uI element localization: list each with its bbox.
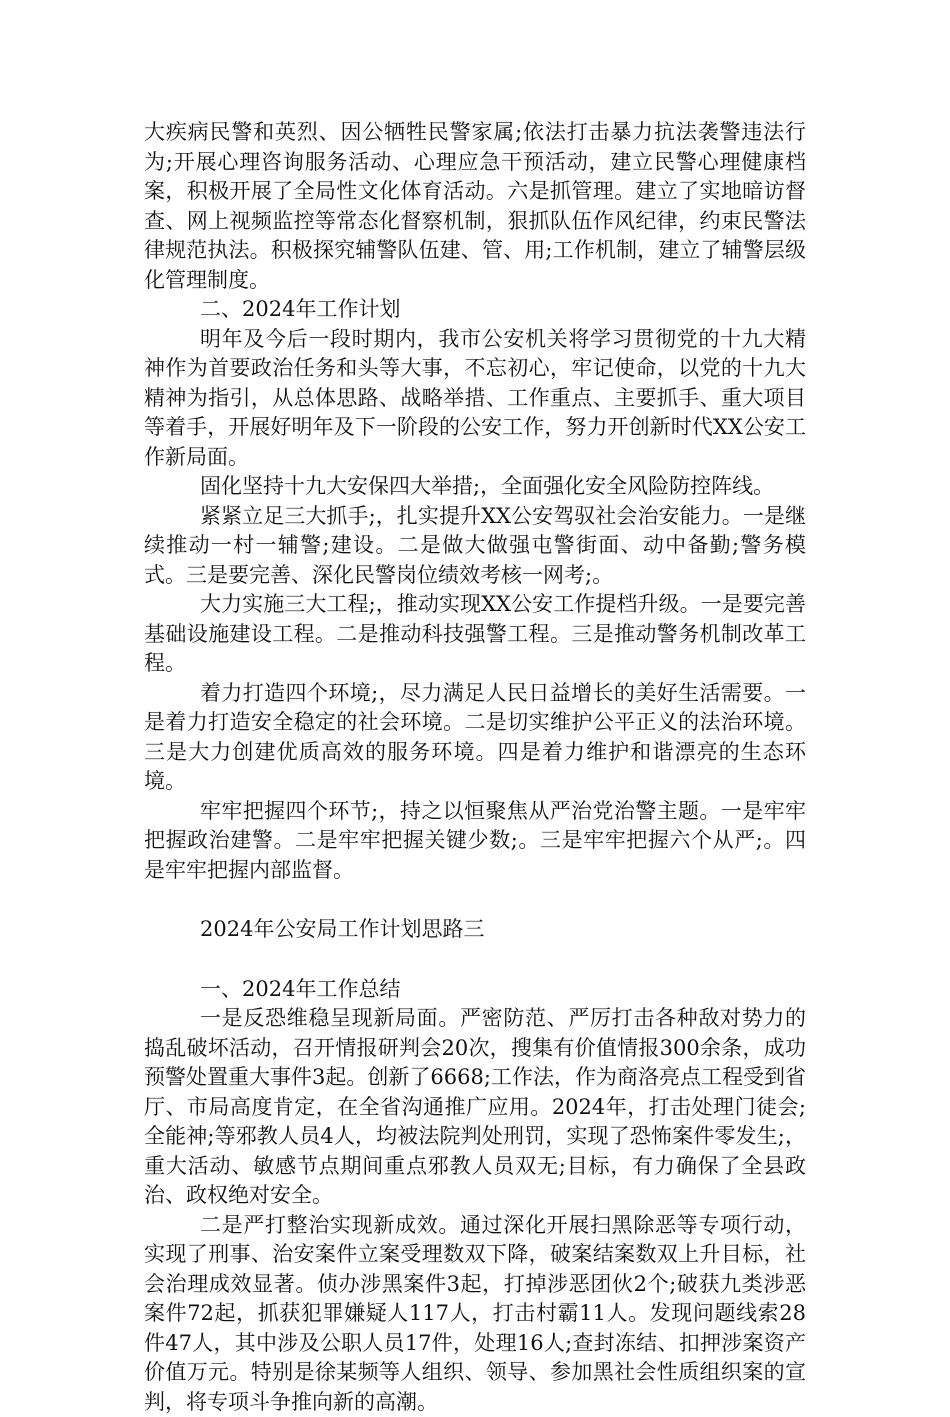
spacer <box>144 885 806 915</box>
paragraph-summary-crackdown: 二是严打整治实现新成效。通过深化开展扫黑除恶等专项行动，实现了刑事、治安案件立案受理数双下降，破案结案数双上升目标，社会治理成效显著。侦办涉黑案件3起，打掉涉恶团伙2个;破获九类涉恶案件72起，抓获犯罪嫌疑人117人，打击村霸11人。发现问题线索28件47人，其中涉及公职人员17件，处理16人;查封冻结、扣押涉案资产价值万元。特别是徐某频等人组织、领导、参加黑社会性质组织案的宣判，将专项斗争推向新的高潮。 <box>144 1211 806 1417</box>
paragraph-previous-summary-end: 大疾病民警和英烈、因公牺牲民警家属;依法打击暴力抗法袭警违法行为;开展心理咨询服务活动、心理应急干预活动，建立民警心理健康档案，积极开展了全局性文化体育活动。六是抓管理。建立了实地暗访督查、网上视频监控等常态化督察机制，狠抓队伍作风纪律，约束民警法律规范执法。积极探究辅警队伍建、管、用;工作机制，建立了辅警层级化管理制度。 <box>144 118 806 295</box>
paragraph-plan-measures: 固化坚持十九大安保四大举措;，全面强化安全风险防控阵线。 <box>144 472 806 502</box>
spacer <box>144 945 806 975</box>
paragraph-summary-anti-terror: 一是反恐维稳呈现新局面。严密防范、严厉打击各种敌对势力的捣乱破坏活动，召开情报研判会20次，搜集有价值情报300余条，成功预警处置重大事件3起。创新了6668;工作法，作为商洛亮点工程受到省厅、市局高度肯定，在全省沟通推广应用。2024年，打击处理门徒会;全能神;等邪教人员4人，均被法院判处刑罚，实现了恐怖案件零发生;，重大活动、敏感节点期间重点邪教人员双无;目标，有力确保了全县政治、政权绝对安全。 <box>144 1004 806 1211</box>
section-heading-work-summary: 一、2024年工作总结 <box>144 975 806 1005</box>
paragraph-plan-three-projects: 大力实施三大工程;，推动实现XX公安工作提档升级。一是要完善基础设施建设工程。二是推动科技强警工程。三是推动警务机制改革工程。 <box>144 590 806 679</box>
paragraph-plan-four-links: 牢牢把握四个环节;，持之以恒聚焦从严治党治警主题。一是牢牢把握政治建警。二是牢牢把握关键少数;。三是牢牢把握六个从严;。四是牢牢把握内部监督。 <box>144 797 806 886</box>
paragraph-plan-intro: 明年及今后一段时期内，我市公安机关将学习贯彻党的十九大精神作为首要政治任务和头等大事，不忘初心，牢记使命，以党的十九大精神为指引，从总体思路、战略举措、工作重点、主要抓手、重大项目等着手，开展好明年及下一阶段的公安工作，努力开创新时代XX公安工作新局面。 <box>144 325 806 473</box>
document-title-three: 2024年公安局工作计划思路三 <box>144 915 806 945</box>
paragraph-plan-four-environments: 着力打造四个环境;，尽力满足人民日益增长的美好生活需要。一是着力打造安全稳定的社会环境。二是切实维护公平正义的法治环境。三是大力创建优质高效的服务环境。四是着力维护和谐漂亮的生态环境。 <box>144 679 806 797</box>
paragraph-plan-three-focus: 紧紧立足三大抓手;，扎实提升XX公安驾驭社会治安能力。一是继续推动一村一辅警;建设。二是做大做强屯警街面、动中备勤;警务模式。三是要完善、深化民警岗位绩效考核一网考;。 <box>144 502 806 591</box>
section-heading-work-plan: 二、2024年工作计划 <box>144 295 806 325</box>
document-body <box>144 118 806 1417</box>
